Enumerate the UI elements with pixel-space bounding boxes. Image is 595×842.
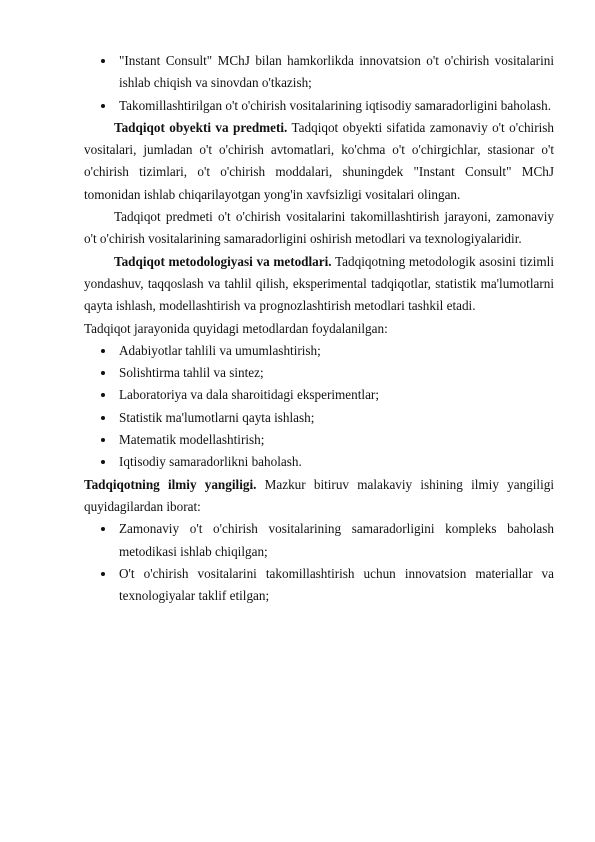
list-item-text: Solishtirma tahlil va sintez; — [119, 365, 264, 381]
list-item-text: Zamonaviy o't o'chirish vositalarining samaradorligini kompleks baholash metodikasi ishlab chiqilgan; — [119, 521, 554, 559]
list-item — [84, 429, 554, 451]
methods-heading: Tadqiqot metodologiyasi va metodlari. — [114, 253, 332, 269]
bullet-icon — [101, 59, 105, 63]
bullet-icon — [101, 527, 105, 531]
bullet-icon — [101, 349, 105, 353]
bullet-list-top — [84, 50, 554, 117]
object-paragraph — [84, 117, 554, 206]
bullet-icon — [101, 416, 105, 420]
list-item-text: Matematik modellashtirish; — [119, 432, 265, 448]
bullet-icon — [101, 371, 105, 375]
list-item — [84, 384, 554, 406]
list-item-text: Iqtisodiy samaradorlikni baholash. — [119, 454, 302, 470]
list-item — [84, 362, 554, 384]
list-item-text: Laboratoriya va dala sharoitidagi eksperimentlar; — [119, 387, 379, 403]
list-item — [84, 340, 554, 362]
methods-intro: Tadqiqot jarayonida quyidagi metodlardan foydalanilgan: — [84, 320, 388, 336]
methods-list — [84, 340, 554, 474]
list-item — [84, 407, 554, 429]
methods-paragraph — [84, 251, 554, 318]
novelty-list — [84, 518, 554, 607]
list-item — [84, 518, 554, 563]
object-text: Tadqiqot obyekti sifatida zamonaviy o't o'chirish vositalari, jumladan o't o'chirish avtomatlari, ko'chma o't o'chirgichlar, stasionar o't o'chirish tizimlari, o't o'chirish moddalari, shuningdek "Instant Consult" MChJ tomonidan ishlab chiqarilayotgan yong'in xavfsizligi vositalari olingan. — [84, 119, 554, 202]
novelty-heading: Tadqiqotning ilmiy yangiligi. — [84, 476, 257, 492]
list-item — [84, 95, 554, 117]
bullet-icon — [101, 572, 105, 576]
list-item-text: Takomillashtirilgan o't o'chirish vositalarining iqtisodiy samaradorligini baholash. — [119, 97, 551, 113]
novelty-paragraph — [84, 474, 554, 519]
list-item — [84, 50, 554, 95]
document-body — [84, 50, 554, 607]
list-item-text: "Instant Consult" MChJ bilan hamkorlikda innovatsion o't o'chirish vositalarini ishlab chiqish va sinovdan o'tkazish; — [119, 53, 554, 91]
bullet-icon — [101, 104, 105, 108]
bullet-icon — [101, 460, 105, 464]
methods-text: Tadqiqotning metodologik asosini tizimli yondashuv, taqqoslash va tahlil qilish, eksperimental tadqiqotlar, statistik ma'lumotlarni qayta ishlash, modellashtirish va prognozlashtirish metodlari tashkil etadi. — [84, 253, 555, 314]
bullet-icon — [101, 438, 105, 442]
object-heading: Tadqiqot obyekti va predmeti. — [114, 119, 288, 135]
bullet-icon — [101, 393, 105, 397]
list-item — [84, 563, 554, 608]
novelty-text: Mazkur bitiruv malakaviy ishining ilmiy yangiligi quyidagilardan iborat: — [84, 476, 555, 514]
list-item — [84, 451, 554, 473]
list-item-text: Adabiyotlar tahlili va umumlashtirish; — [119, 342, 321, 358]
subject-paragraph: Tadqiqot predmeti o't o'chirish vositalarini takomillashtirish jarayoni, zamonaviy o't o'chirish vositalarining samaradorligini oshirish metodlari va texnologiyalaridir. — [84, 209, 554, 247]
list-item-text: Statistik ma'lumotlarni qayta ishlash; — [119, 409, 315, 425]
list-item-text: O't o'chirish vositalarini takomillashtirish uchun innovatsion materiallar va texnologiyalar taklif etilgan; — [119, 565, 554, 604]
